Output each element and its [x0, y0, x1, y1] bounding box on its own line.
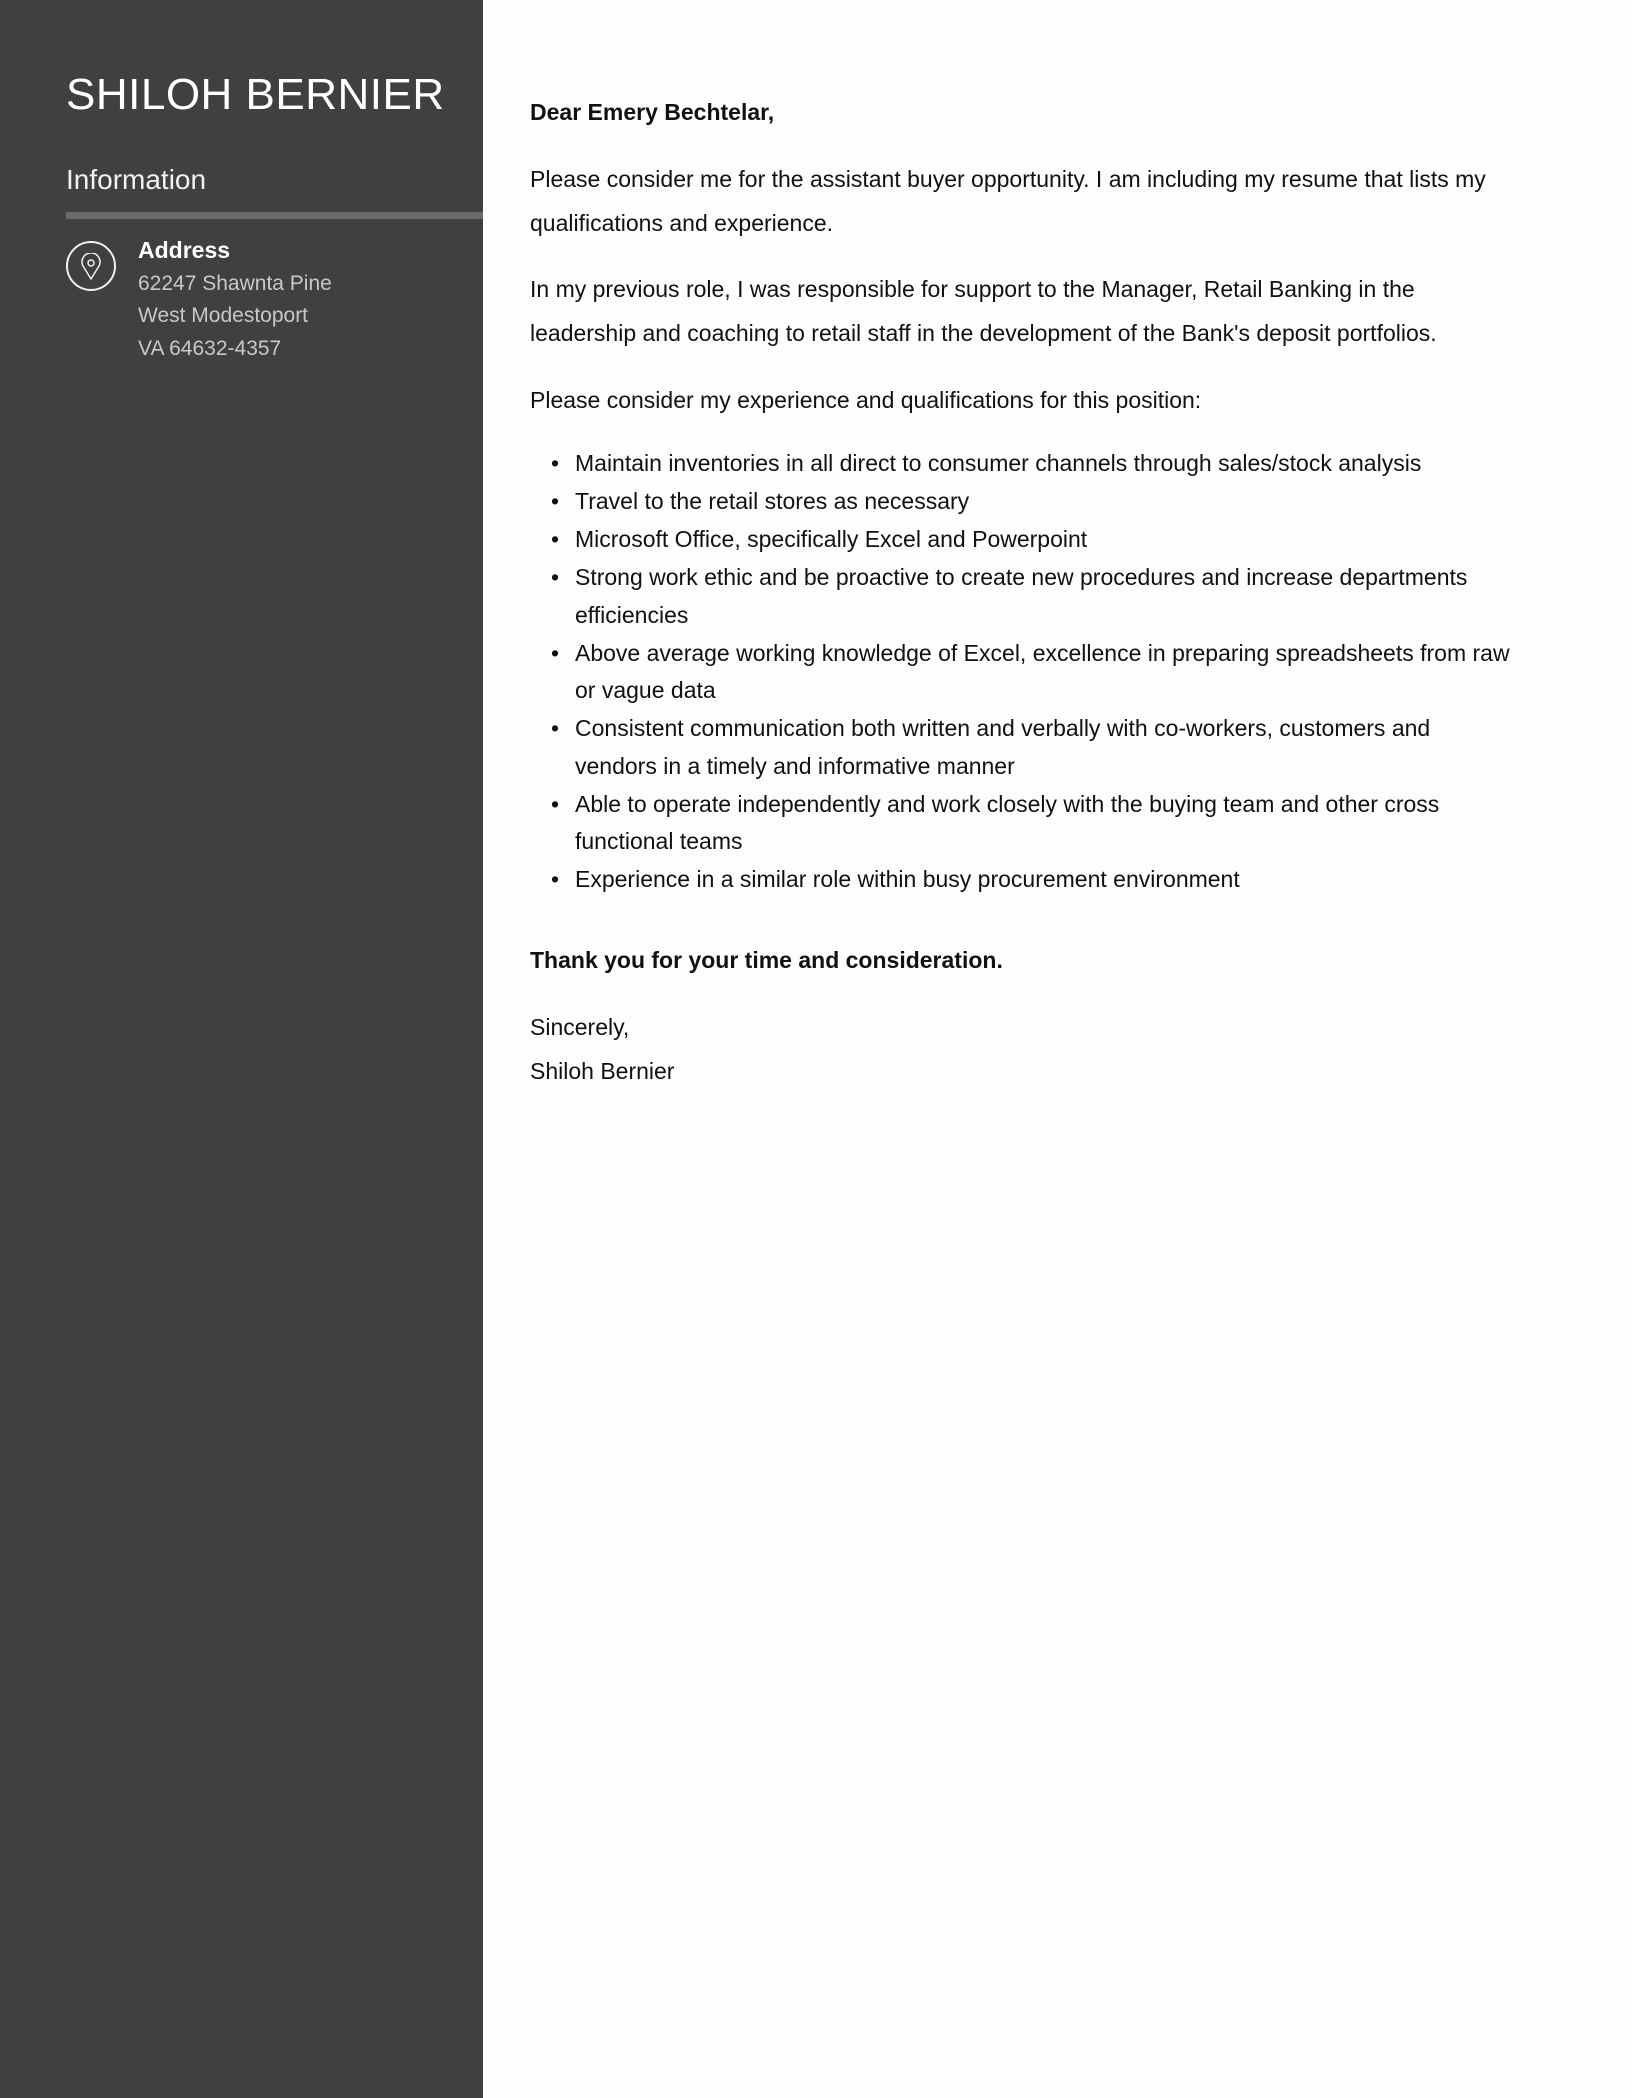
bullet-item: • Experience in a similar role within busy procurement environment	[551, 866, 1240, 892]
bullet-item: • Travel to the retail stores as necessary	[551, 488, 970, 514]
candidate-name: SHILOH BERNIER	[66, 70, 445, 119]
signature: Shiloh Bernier	[530, 1058, 675, 1084]
thanks-line: Thank you for your time and consideration.	[530, 947, 1003, 973]
section-divider	[66, 212, 483, 219]
paragraph-2-line-1: In my previous role, I was responsible for support to the Manager, Retail Banking in the	[530, 276, 1415, 302]
closing: Sincerely,	[530, 1014, 630, 1040]
address-line-2: West Modestoport	[138, 304, 309, 327]
address-line-3: VA 64632-4357	[138, 337, 282, 360]
paragraph-2-line-2: leadership and coaching to retail staff in the development of the Bank's deposit portfolios.	[530, 320, 1437, 346]
information-heading: Information	[66, 164, 207, 195]
bullet-item: • Above average working knowledge of Excel, excellence in preparing spreadsheets from raw	[551, 640, 1510, 666]
bullet-item: • Able to operate independently and work closely with the buying team and other cross	[551, 791, 1440, 817]
paragraph-1-line-1: Please consider me for the assistant buyer opportunity. I am including my resume that lists my	[530, 166, 1486, 192]
bullet-item: • Consistent communication both written and verbally with co-workers, customers and	[551, 715, 1431, 741]
bullet-item: • Microsoft Office, specifically Excel and Powerpoint	[551, 526, 1088, 552]
bullet-item-continuation: functional teams	[575, 828, 743, 854]
salutation: Dear Emery Bechtelar,	[530, 99, 775, 125]
paragraph-3: Please consider my experience and qualifications for this position:	[530, 387, 1202, 413]
bullet-item-continuation: vendors in a timely and informative manner	[575, 753, 1015, 779]
bullet-item: • Maintain inventories in all direct to consumer channels through sales/stock analysis	[551, 450, 1422, 476]
bullet-item: • Strong work ethic and be proactive to create new procedures and increase departments	[551, 564, 1468, 590]
bullet-item-continuation: or vague data	[575, 677, 716, 703]
address-line-1: 62247 Shawnta Pine	[138, 272, 332, 295]
bullet-item-continuation: efficiencies	[575, 602, 689, 628]
address-label: Address	[138, 237, 231, 263]
sidebar	[0, 0, 483, 2098]
paragraph-1-line-2: qualifications and experience.	[530, 210, 834, 236]
map-pin-icon	[66, 241, 116, 291]
